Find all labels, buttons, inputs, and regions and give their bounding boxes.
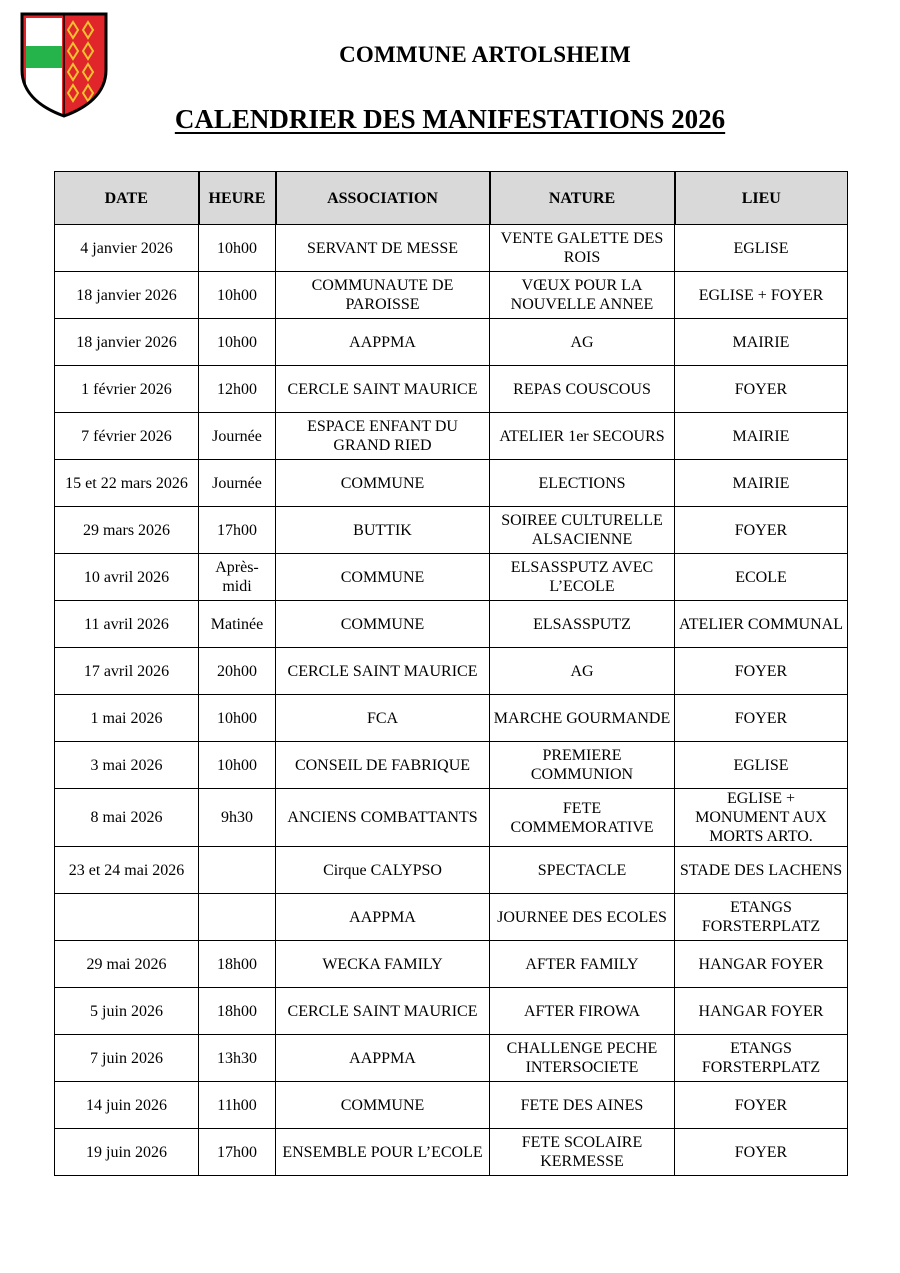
cell-date: 18 janvier 2026 [55,272,199,319]
cell-lieu: HANGAR FOYER [675,941,848,988]
cell-heure: Journée [199,460,276,507]
cell-nature: FETE COMMEMORATIVE [490,789,675,847]
cell-nature: REPAS COUSCOUS [490,366,675,413]
cell-date: 8 mai 2026 [55,789,199,847]
table-row [55,847,848,894]
cell-nature: CHALLENGE PECHE INTERSOCIETE [490,1035,675,1082]
table-row [55,1129,848,1176]
table-row [55,366,848,413]
cell-lieu: EGLISE [675,225,848,272]
cell-lieu: FOYER [675,1082,848,1129]
cell-nature: VŒUX POUR LA NOUVELLE ANNEE [490,272,675,319]
cell-association: CERCLE SAINT MAURICE [276,366,490,413]
cell-association: AAPPMA [276,1035,490,1082]
cell-date: 29 mars 2026 [55,507,199,554]
cell-nature: MARCHE GOURMANDE [490,695,675,742]
table-row [55,413,848,460]
cell-heure: 13h30 [199,1035,276,1082]
events-table [54,171,848,1176]
cell-association: BUTTIK [276,507,490,554]
cell-heure: 11h00 [199,1082,276,1129]
cell-heure: 10h00 [199,225,276,272]
cell-association: COMMUNE [276,601,490,648]
commune-name: COMMUNE ARTOLSHEIM [339,42,631,67]
table-row [55,894,848,941]
cell-date: 7 février 2026 [55,413,199,460]
cell-association: AAPPMA [276,319,490,366]
cell-heure: 18h00 [199,941,276,988]
cell-association: CERCLE SAINT MAURICE [276,988,490,1035]
cell-nature: ELSASSPUTZ [490,601,675,648]
cell-date: 18 janvier 2026 [55,319,199,366]
cell-date: 23 et 24 mai 2026 [55,847,199,894]
cell-association: ANCIENS COMBATTANTS [276,789,490,847]
cell-lieu: ECOLE [675,554,848,601]
cell-date: 3 mai 2026 [55,742,199,789]
cell-association: CERCLE SAINT MAURICE [276,648,490,695]
cell-association: Cirque CALYPSO [276,847,490,894]
cell-nature: AFTER FAMILY [490,941,675,988]
cell-association: ENSEMBLE POUR L’ECOLE [276,1129,490,1176]
cell-date: 29 mai 2026 [55,941,199,988]
cell-lieu: FOYER [675,1129,848,1176]
table-row [55,695,848,742]
cell-heure: 17h00 [199,507,276,554]
cell-heure: Journée [199,413,276,460]
cell-lieu: STADE DES LACHENS [675,847,848,894]
cell-date: 14 juin 2026 [55,1082,199,1129]
table-row [55,319,848,366]
cell-lieu: FOYER [675,366,848,413]
cell-association: COMMUNE [276,460,490,507]
table-row [55,742,848,789]
column-header-nature: NATURE [490,172,675,225]
cell-nature: VENTE GALETTE DES ROIS [490,225,675,272]
cell-date: 7 juin 2026 [55,1035,199,1082]
cell-heure: 10h00 [199,695,276,742]
table-row [55,601,848,648]
column-header-heure: HEURE [199,172,276,225]
cell-heure: Matinée [199,601,276,648]
table-row [55,272,848,319]
cell-date: 5 juin 2026 [55,988,199,1035]
cell-date: 1 février 2026 [55,366,199,413]
column-header-date: DATE [55,172,199,225]
table-row [55,941,848,988]
cell-association: COMMUNE [276,554,490,601]
cell-lieu: MAIRIE [675,319,848,366]
table-row [55,225,848,272]
table-row [55,988,848,1035]
table-row [55,1035,848,1082]
cell-lieu: MAIRIE [675,413,848,460]
cell-nature: ELSASSPUTZ AVEC L’ECOLE [490,554,675,601]
cell-nature: AG [490,648,675,695]
table-row [55,460,848,507]
cell-association: CONSEIL DE FABRIQUE [276,742,490,789]
cell-date: 4 janvier 2026 [55,225,199,272]
cell-lieu: FOYER [675,648,848,695]
cell-heure: 9h30 [199,789,276,847]
cell-heure: 10h00 [199,319,276,366]
column-header-lieu: LIEU [675,172,848,225]
cell-association: COMMUNAUTE DE PAROISSE [276,272,490,319]
page-title: CALENDRIER DES MANIFESTATIONS 2026 [174,104,726,134]
cell-date: 10 avril 2026 [55,554,199,601]
cell-date [55,894,199,941]
cell-heure [199,847,276,894]
cell-lieu: EGLISE + FOYER [675,272,848,319]
cell-nature: FETE DES AINES [490,1082,675,1129]
cell-heure: Après-midi [199,554,276,601]
cell-nature: SPECTACLE [490,847,675,894]
cell-heure: 20h00 [199,648,276,695]
cell-nature: ELECTIONS [490,460,675,507]
cell-lieu: MAIRIE [675,460,848,507]
cell-lieu: EGLISE + MONUMENT AUX MORTS ARTO. [675,789,848,847]
cell-lieu: FOYER [675,507,848,554]
cell-date: 15 et 22 mars 2026 [55,460,199,507]
cell-association: FCA [276,695,490,742]
table-row [55,554,848,601]
cell-lieu: FOYER [675,695,848,742]
cell-lieu: ATELIER COMMUNAL [675,601,848,648]
cell-nature: JOURNEE DES ECOLES [490,894,675,941]
cell-heure: 18h00 [199,988,276,1035]
cell-heure [199,894,276,941]
cell-lieu: EGLISE [675,742,848,789]
column-header-association: ASSOCIATION [276,172,490,225]
cell-lieu: ETANGS FORSTERPLATZ [675,894,848,941]
cell-nature: FETE SCOLAIRE KERMESSE [490,1129,675,1176]
cell-heure: 10h00 [199,272,276,319]
cell-nature: AG [490,319,675,366]
table-row [55,648,848,695]
cell-association: ESPACE ENFANT DU GRAND RIED [276,413,490,460]
cell-date: 11 avril 2026 [55,601,199,648]
cell-date: 19 juin 2026 [55,1129,199,1176]
cell-association: COMMUNE [276,1082,490,1129]
cell-heure: 10h00 [199,742,276,789]
cell-heure: 17h00 [199,1129,276,1176]
cell-association: AAPPMA [276,894,490,941]
cell-lieu: ETANGS FORSTERPLATZ [675,1035,848,1082]
cell-nature: ATELIER 1er SECOURS [490,413,675,460]
cell-lieu: HANGAR FOYER [675,988,848,1035]
table-row [55,1082,848,1129]
table-header-row [55,172,848,225]
table-row [55,789,848,847]
cell-association: WECKA FAMILY [276,941,490,988]
cell-date: 17 avril 2026 [55,648,199,695]
cell-date: 1 mai 2026 [55,695,199,742]
cell-association: SERVANT DE MESSE [276,225,490,272]
cell-nature: PREMIERE COMMUNION [490,742,675,789]
cell-heure: 12h00 [199,366,276,413]
cell-nature: AFTER FIROWA [490,988,675,1035]
table-row [55,507,848,554]
cell-nature: SOIREE CULTURELLE ALSACIENNE [490,507,675,554]
